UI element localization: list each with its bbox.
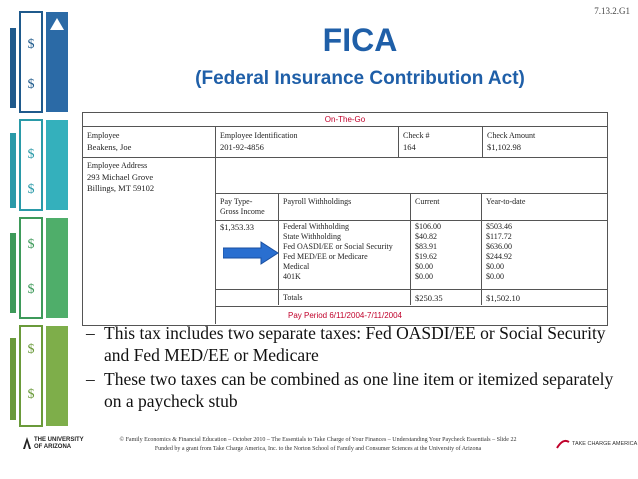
svg-text:$: $ [27,182,35,197]
paycheck-stub [82,112,608,326]
col-current: Current [415,197,440,206]
empid-value: 201-92-4856 [220,142,264,152]
stub-info-row [83,127,607,158]
slide-number: 7.13.2.G1 [594,6,630,16]
svg-text:$: $ [27,387,35,402]
gross-income-value: $1,353.33 [220,222,254,232]
col-withholdings: Payroll Withholdings [283,197,352,206]
bullet-item-1: – This tax includes two separate taxes: Fed OASDI/EE or Social Security and Fed MED/EE or Medicare [86,323,606,365]
withholding-name-3: Fed MED/EE or Medicare [283,252,368,261]
col-pay-type-2: Gross Income [220,207,265,216]
pay-period: Pay Period 6/11/2004-7/11/2004 [287,311,402,320]
withholding-ytd-3: $244.92 [486,252,512,261]
bullet-item-2: – These two taxes can be combined as one line item or itemized separately on a paycheck stub [86,369,614,411]
take-charge-logo [556,438,638,452]
withholding-ytd-0: $503.46 [486,222,512,231]
empid-label: Employee Identification [220,131,298,140]
decoration-green [10,218,68,318]
col-ytd: Year-to-date [486,197,526,206]
withholdings-header-row [215,193,607,221]
svg-text:$: $ [27,237,35,252]
totals-row [215,289,607,307]
withholding-name-5: 401K [283,272,301,281]
money-arrows-decoration [6,8,76,428]
withholding-ytd-5: $0.00 [486,272,504,281]
employee-value: Beakens, Joe [87,142,132,152]
withholding-name-0: Federal Withholding [283,222,349,231]
withholding-name-1: State Withholding [283,232,341,241]
bullet-text-1: This tax includes two separate taxes: Fed OASDI/EE or Social Security and Fed MED/EE or Medicare [104,323,606,365]
amount-value: $1,102.98 [487,142,521,152]
logo-left-line1: THE UNIVERSITY [34,437,84,443]
address-line1: 293 Michael Grove [87,172,154,182]
withholding-ytd-1: $117.72 [486,232,512,241]
arizona-a-icon [22,436,32,450]
totals-current: $250.35 [415,293,443,303]
withholding-current-1: $40.82 [415,232,437,241]
footer [100,436,536,454]
swoosh-icon [556,438,570,450]
withholding-ytd-4: $0.00 [486,262,504,271]
university-logo [22,436,88,454]
svg-text:$: $ [27,37,35,52]
decoration-teal [10,120,68,210]
amount-label: Check Amount [487,131,536,140]
employee-label: Employee [87,131,120,140]
decoration-top-blue [10,12,68,112]
svg-text:$: $ [27,147,35,162]
check-label: Check # [403,131,430,140]
totals-ytd: $1,502.10 [486,293,520,303]
withholding-current-3: $19.62 [415,252,437,261]
withholding-current-0: $106.00 [415,222,441,231]
address-label: Employee Address [87,161,148,170]
footer-line1: © Family Economics & Financial Education – October 2010 – The Essentials to Take Charge of Your Finances – Understanding Your Paycheck Essentials – Slide 22 [119,437,517,443]
withholding-current-2: $83.91 [415,242,437,251]
footer-line2: Funded by a grant from Take Charge America, Inc. to the Norton School of Family and Consumer Sciences at the University of Arizona [154,446,482,452]
svg-text:$: $ [27,77,35,92]
slide-title: FICA [322,22,398,58]
arrow-icon [223,241,279,265]
address-line2: Billings, MT 59102 [87,183,155,193]
totals-label: Totals [283,293,303,302]
col-pay-type: Pay Type- [220,197,253,206]
logo-right-text: TAKE CHARGE AMERICA [572,441,638,447]
withholding-name-4: Medical [283,262,310,271]
bullet-list [86,322,616,414]
stub-company-row [83,113,607,127]
withholding-current-4: $0.00 [415,262,433,271]
bullet-text-2: These two taxes can be combined as one line item or itemized separately on a paycheck stub [104,369,614,411]
withholding-name-2: Fed OASDI/EE or Social Security [283,242,393,251]
slide-subtitle: (Federal Insurance Contribution Act) [195,68,525,89]
svg-text:$: $ [27,282,35,297]
svg-text:$: $ [27,342,35,357]
withholding-ytd-2: $636.00 [486,242,512,251]
check-value: 164 [403,142,416,152]
withholding-current-5: $0.00 [415,272,433,281]
decoration-lime [10,326,68,426]
company-name: On-The-Go [324,115,366,124]
logo-left-line2: OF ARIZONA [34,444,72,450]
